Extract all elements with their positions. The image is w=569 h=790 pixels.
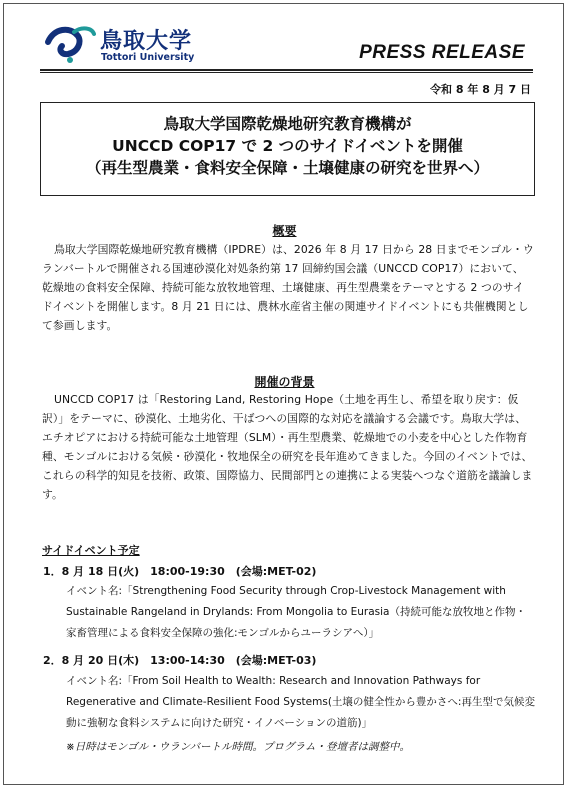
- event-1-schedule: 1．8 月 18 日(火) 18:00-19:30 (会場:MET-02): [43, 565, 317, 578]
- side-events-heading: サイドイベント予定: [42, 544, 140, 557]
- header-rule-thin: [40, 72, 533, 73]
- schedule-note: ※日時はモンゴル・ウランバートル時間。プログラム・登壇者は調整中。: [66, 741, 410, 753]
- event-2-schedule: 2．8 月 20 日(木) 13:00-14:30 (会場:MET-03): [43, 654, 317, 667]
- background-heading: 開催の背景: [254, 375, 315, 389]
- event-2-title: イベント名:「From Soil Health to Wealth: Research and Innovation Pathways for Regenerative and Climate-Resilient Food Systems(土壌の健全性から豊かさへ:再生型で気候変動に強靭な食料システムに向けた研究・イノベーションの道筋)」: [66, 675, 535, 729]
- release-date: 令和 8 年 8 月 7 日: [430, 83, 531, 96]
- title-box: [40, 102, 535, 196]
- title-line-2: UNCCD COP17 で 2 つのサイドイベントを開催: [112, 137, 463, 155]
- header-rule-thick: [40, 69, 533, 71]
- logo-text-en: Tottori University: [101, 52, 195, 63]
- overview-heading: 概要: [272, 224, 297, 238]
- bird-emblem-icon: [44, 24, 96, 64]
- background-paragraph: UNCCD COP17 は「Restoring Land, Restoring Hope（土地を再生し、希望を取り戻す：仮訳）」をテーマに、砂漠化、土地劣化、干ばつへの国際的な対応を議論する会議です。鳥取大学は、エチオピアにおける持続可能な土地管理（SLM）・再生型農業、乾燥地での小麦を中心とした作物育種、モンゴルにおける気候・砂漠化・牧地保全の研究を長年進めてきました。今回のイベントでは、これらの科学的知見を技術、政策、国際協力、民間部門との連携による実装へつなぐ道筋を議論します。: [42, 393, 533, 501]
- title-line-3: （再生型農業・食料安全保障・土壌健康の研究を世界へ）: [85, 159, 489, 177]
- event-1-title: イベント名:「Strengthening Food Security through Crop-Livestock Management with Sustainable Rangeland in Drylands: From Mongolia to Eurasia（持続可能な放牧地と作物・家畜管理による食料安全保障の強化:モンゴルからユーラシアへ）」: [66, 585, 526, 639]
- overview-paragraph: 鳥取大学国際乾燥地研究教育機構（IPDRE）は、2026 年 8 月 17 日から 28 日までモンゴル・ウランバートルで開催される国連砂漠化対処条約第 17 回締約国会議（UNCCD COP17）において、乾燥地の食料安全保障、持続可能な放牧地管理、土壌健康、再生型農業をテーマとする 2 つのサイドイベントを開催します。8 月 21 日には、農林水産省主催の関連サイドイベントにも共催機関として参画します。: [42, 243, 534, 332]
- press-release-label: PRESS RELEASE: [359, 42, 525, 63]
- university-logo: [44, 20, 194, 68]
- title-line-1: 鳥取大学国際乾燥地研究教育機構が: [163, 115, 412, 133]
- logo-text-jp: 鳥取大学: [100, 29, 193, 54]
